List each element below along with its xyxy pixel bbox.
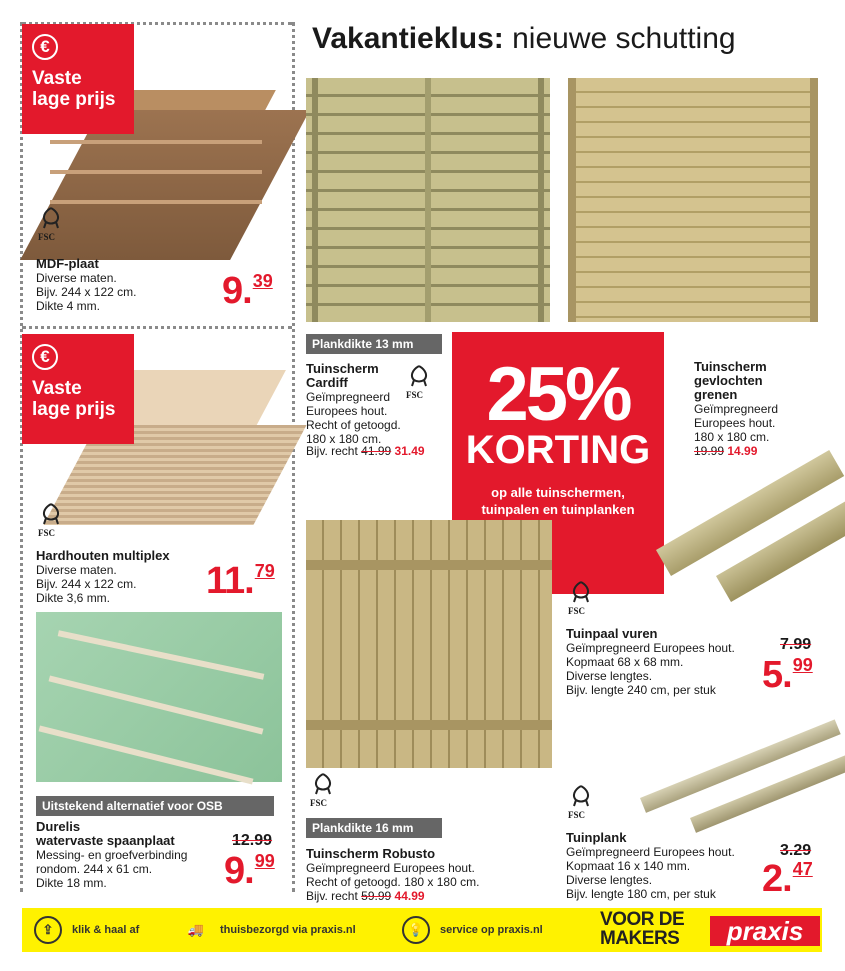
footer-pickup[interactable]: ⇪ klik & haal af xyxy=(34,908,139,952)
durelis-board-image xyxy=(36,612,282,782)
page-title: Vakantieklus: nieuwe schutting xyxy=(312,22,736,55)
cardiff-description: Geïmpregneerd Europees hout. Recht of getoogd. 180 x 180 cm. xyxy=(306,390,401,446)
footer-bar xyxy=(22,908,822,952)
cardiff-banner: Plankdikte 13 mm xyxy=(306,334,442,354)
praxis-logo[interactable]: praxis xyxy=(710,916,820,946)
footer-delivery[interactable]: 🚚 thuisbezorgd via praxis.nl xyxy=(182,908,356,952)
fsc-logo-icon: FSC xyxy=(404,364,440,404)
promo-subtitle: op alle tuinschermen, tuinpalen en tuinplanken xyxy=(481,485,635,517)
fsc-logo-icon: FSC xyxy=(36,502,72,542)
tuinpaal-description: Geïmpregneerd Europees hout. Kopmaat 68 x 68 mm. Diverse lengtes. Bijv. lengte 240 cm, per stuk xyxy=(566,641,735,697)
fsc-logo-icon: FSC xyxy=(308,772,344,812)
tuinplank-price: 2.47 xyxy=(762,858,813,900)
robusto-banner: Plankdikte 16 mm xyxy=(306,818,442,838)
multiplex-price: 11.79 xyxy=(206,560,275,602)
tuinpaal-title: Tuinpaal vuren xyxy=(566,626,658,641)
durelis-old-price: 12.99 xyxy=(232,832,273,849)
fsc-logo-icon: FSC xyxy=(566,580,602,620)
cardiff-price: Bijv. recht 41.99 31.49 xyxy=(306,444,425,458)
tuinpaal-image xyxy=(656,496,826,616)
tuinpaal-old-price: 7.99 xyxy=(780,636,812,653)
robusto-price: Bijv. recht 59.99 44.99 xyxy=(306,889,425,903)
multiplex-description: Diverse maten. Bijv. 244 x 122 cm. Dikte 3,6 mm. xyxy=(36,563,137,605)
mdf-price: 9.39 xyxy=(222,270,273,312)
pickup-icon: ⇪ xyxy=(34,916,62,944)
robusto-description: Geïmpregneerd Europees hout. Recht of getoogd. 180 x 180 cm. xyxy=(306,861,480,889)
mdf-description: Diverse maten. Bijv. 244 x 122 cm. Dikte 4 mm. xyxy=(36,271,137,313)
fixed-low-price-badge-2: € Vaste lage prijs xyxy=(22,334,134,444)
fsc-logo-icon: FSC xyxy=(566,784,602,824)
tuinpaal-price: 5.99 xyxy=(762,654,813,696)
column-divider-middle xyxy=(22,326,292,329)
durelis-title: Durelis watervaste spaanplaat xyxy=(36,819,175,848)
gevlochten-fence-image xyxy=(568,78,818,322)
euro-icon: € xyxy=(32,344,58,370)
durelis-description: Messing- en groefverbinding rondom. 244 x 61 cm. Dikte 18 mm. xyxy=(36,848,188,890)
promo-word: KORTING xyxy=(465,428,651,472)
fsc-logo-icon: FSC xyxy=(36,206,72,246)
slogan: VOOR DE MAKERS xyxy=(600,909,685,949)
robusto-fence-image xyxy=(306,520,552,768)
cardiff-fence-image xyxy=(306,78,550,322)
gevlochten-description: Geïmpregneerd Europees hout. 180 x 180 cm. xyxy=(694,402,779,444)
tuinplank-image xyxy=(640,718,830,828)
tuinplank-old-price: 3.29 xyxy=(780,842,812,859)
promo-percent: 25% xyxy=(486,352,630,437)
tuinplank-title: Tuinplank xyxy=(566,830,627,845)
lightbulb-icon: 💡 xyxy=(402,916,430,944)
truck-icon: 🚚 xyxy=(187,922,205,937)
durelis-banner: Uitstekend alternatief voor OSB xyxy=(36,796,274,816)
durelis-price: 9.99 xyxy=(224,850,275,892)
tuinplank-description: Geïmpregneerd Europees hout. Kopmaat 16 x 140 mm. Diverse lengtes. Bijv. lengte 180 cm, per stuk xyxy=(566,845,735,901)
gevlochten-price: 19.99 14.99 xyxy=(694,444,758,458)
fixed-low-price-badge-1: € Vaste lage prijs xyxy=(22,24,134,134)
gevlochten-title: Tuinscherm gevlochten grenen xyxy=(694,359,767,402)
column-divider-right xyxy=(292,22,295,892)
mdf-title: MDF-plaat xyxy=(36,256,99,271)
cardiff-title: Tuinscherm Cardiff xyxy=(306,361,379,390)
robusto-title: Tuinscherm Robusto xyxy=(306,846,436,861)
column-divider-left xyxy=(20,22,23,892)
footer-service[interactable]: 💡 service op praxis.nl xyxy=(402,908,543,952)
multiplex-title: Hardhouten multiplex xyxy=(36,548,170,563)
euro-icon: € xyxy=(32,34,58,60)
